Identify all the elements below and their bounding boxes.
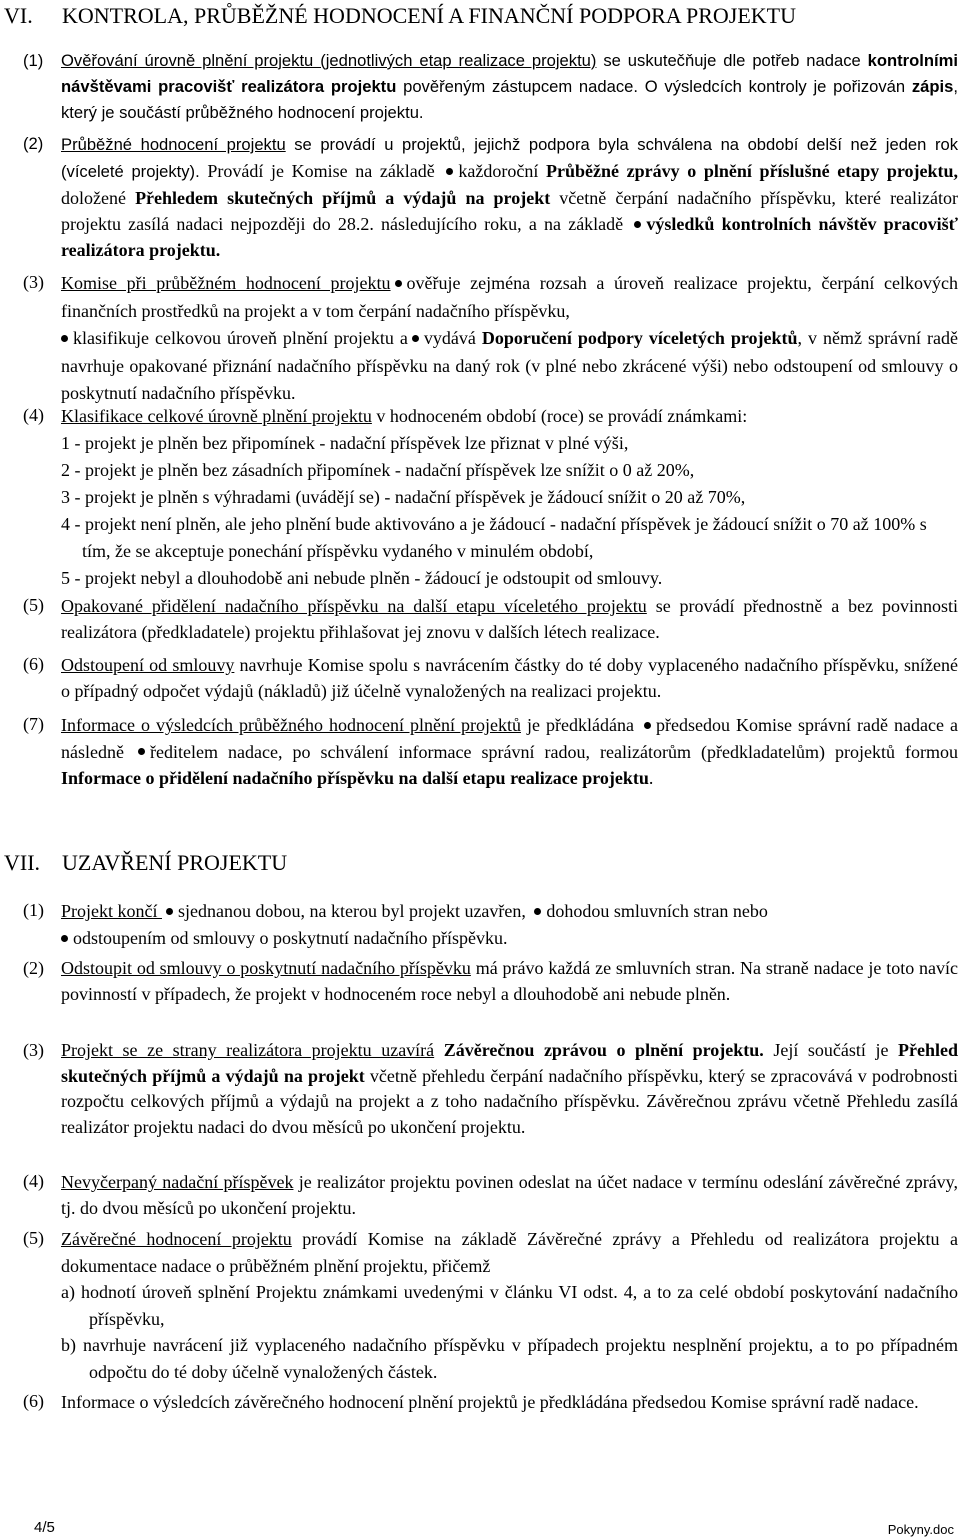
underlined-term: Závěrečné hodnocení projektu [61, 1229, 292, 1249]
paragraph-vii-5: (5) Závěrečné hodnocení projektu provádí Komise na základě Závěrečné zprávy a Přehledu od realizátora projektu a dokumentace nadace o průběžném plnění projektu, přičemž a) hodnotí úroveň splnění Projektu známkami uvedenými v článku VI odst. 4, a to za celé období poskytování nadačního příspěvku, b) navrhuje navrácení již vyplaceného nadačního příspěvku v případech projektu nesplnění projektu, a to po případném odpočtu do té doby účelně vynaložených částek. [23, 1226, 958, 1385]
paragraph-number: (2) [23, 134, 44, 153]
section-heading-vii [4, 849, 287, 877]
bullet-icon [534, 908, 541, 915]
underlined-term: Odstoupit od smlouvy o poskytnutí nadačního příspěvku [61, 958, 471, 978]
underlined-term: Projekt se ze strany realizátora projektu uzavírá [61, 1040, 435, 1060]
underlined-term: Nevyčerpaný nadační příspěvek [61, 1172, 294, 1192]
paragraph-vii-3: (3) Projekt se ze strany realizátora projektu uzavírá Závěrečnou zprávou o plnění projektu. Její součástí je Přehled skutečných příjmů a výdajů na projekt včetně přehledu čerpání nadačního příspěvku, který se zpracovává v podrobnosti rozpočtu celkových příjmů a výdajů na projekt a z toho nadačního příspěvku. Závěrečnou zprávu včetně Přehledu zasílá realizátor projektu nadaci do dvou měsíců po ukončení projektu. [23, 1040, 959, 1137]
paragraph-vi-6: (6) Odstoupení od smlouvy navrhuje Komise spolu s navrácením částky do té doby vyplaceného nadačního příspěvku, snížené o případný odpočet výdajů (nákladů) již účelně vynaložených na realizaci projektu. [23, 654, 959, 701]
paragraph-vii-6: (6) Informace o výsledcích závěrečného hodnocení plnění projektů je předkládána předsedou Komise správní radě nadace. [23, 1391, 919, 1412]
underlined-term: Ověřování úrovně plnění projektu (jednotlivých etap realizace projektu) [61, 51, 597, 70]
paragraph-vi-3: (3) Komise při průběžném hodnocení projektu ověřuje zejména rozsah a úroveň realizace projektu, čerpání celkových finančních prostředků na projekt a v tom čerpání nadačního příspěvku, klasifikuje celkovou úroveň plnění projektu a vydává Doporučení podpory víceletých projektů, v němž správní radě navrhuje opakované přiznání nadačního příspěvku na daný rok (v plné nebo zkrácené výši) nebo odstoupení od smlouvy o poskytnutí nadačního příspěvku. [23, 272, 959, 403]
underlined-term: Informace o výsledcích průběžného hodnocení plnění projektů [61, 715, 521, 735]
paragraph-number: (5) [23, 1228, 44, 1248]
bullet-icon [634, 221, 641, 228]
paragraph-number: (1) [23, 900, 44, 920]
bold-term: Závěrečnou zprávou o plnění projektu. [443, 1040, 764, 1060]
bold-term: Informace o přidělení nadačního příspěvku na další etapu realizace projektu [61, 768, 649, 788]
list-item: 4 - projekt není plněn, ale jeho plnění bude aktivováno a je žádoucí - nadační příspěvek je žádoucí snížit o 70 až 100% s tím, že se akceptuje ponechání příspěvku vydaného v minulém období, [61, 514, 927, 561]
underlined-term: Komise při průběžném hodnocení projektu [61, 273, 391, 293]
paragraph-number: (7) [23, 714, 44, 734]
list-item: 3 - projekt je plněn s výhradami (uvádějí se) - nadační příspěvek je žádoucí snížit o 20 až 70%, [61, 487, 746, 507]
paragraph-number: (6) [23, 1391, 44, 1411]
bold-term: Přehledem skutečných příjmů a výdajů na projekt [135, 188, 551, 208]
paragraph-number: (3) [23, 272, 44, 292]
bullet-icon [395, 280, 402, 287]
paragraph-number: (4) [23, 405, 44, 425]
paragraph-number: (3) [23, 1040, 44, 1060]
list-item: 2 - projekt je plněn bez zásadních připomínek - nadační příspěvek lze snížit o 0 až 20%, [61, 460, 695, 480]
paragraph-vi-1: (1) Ověřování úrovně plnění projektu (jednotlivých etap realizace projektu) se uskutečňuje dle potřeb nadace kontrolními návštěvami pracovišť realizátora projektu pověřeným zástupcem nadace. O výsledcích kontroly je pořizován zápis, který je součástí průběžného hodnocení projektu. [23, 51, 958, 122]
bullet-icon [644, 722, 651, 729]
bold-term: zápis [911, 77, 954, 96]
paragraph-number: (1) [23, 51, 44, 70]
list-item: 5 - projekt nebyl a dlouhodobě ani nebude plněn - žádoucí je odstoupit od smlouvy. [61, 568, 663, 588]
paragraph-vi-2: (2) Průběžné hodnocení projektu se provádí u projektů, jejichž podpora byla schválena na období delší než jeden rok (víceleté projekty). Provádí je Komise na základě každoroční Průběžné zprávy o plnění příslušné etapy projektu, doložené Přehledem skutečných příjmů a výdajů na projekt včetně čerpání nadačního příspěvku, které realizátor projektu zasílá nadaci nejpozději do 28.2. následujícího roku, a na základě výsledků kontrolních návštěv pracovišť realizátora projektu. [23, 134, 959, 260]
paragraph-number: (6) [23, 654, 44, 674]
underlined-term: Průběžné hodnocení projektu [61, 135, 286, 154]
list-item: 1 - projekt je plněn bez připomínek - nadační příspěvek lze přiznat v plné výši, [61, 433, 629, 453]
paragraph-vi-7: (7) Informace o výsledcích průběžného hodnocení plnění projektů je předkládána předsedou Komise správní radě nadace a následně ředitelem nadace, po schválení informace správní radou, realizátorům (předkladatelům) projektů formou Informace o přidělení nadačního příspěvku na další etapu realizace projektu. [23, 714, 958, 788]
section-heading-vi [4, 2, 796, 30]
file-name: Pokyny.doc [887, 1522, 954, 1537]
underlined-term: Klasifikace celkové úrovně plnění projektu [61, 406, 372, 426]
bullet-icon [166, 908, 173, 915]
underlined-term: Projekt končí [61, 901, 162, 921]
paragraph-number: (5) [23, 595, 44, 615]
section-number: VII. [4, 850, 41, 875]
underlined-term: Odstoupení od smlouvy [61, 655, 235, 675]
underlined-term: Opakované přidělení nadačního příspěvku na další etapu víceletého projektu [61, 596, 647, 616]
bullet-icon [61, 335, 68, 342]
paragraph-vii-1: (1) Projekt končí sjednanou dobou, na kterou byl projekt uzavřen, dohodou smluvních stran nebo odstoupením od smlouvy o poskytnutí nadačního příspěvku. [23, 900, 768, 948]
list-item: a) hodnotí úroveň splnění Projektu známkami uvedenými v článku VI odst. 4, a to za celé období poskytování nadačního příspěvku, [61, 1282, 958, 1329]
paragraph-vii-2: (2) Odstoupit od smlouvy o poskytnutí nadačního příspěvku má právo každá ze smluvních stran. Na straně nadace je toto navíc povinností v případech, že projekt v hodnoceném roce nebyl a dlouhodobě ani nebude plněn. [23, 958, 958, 1004]
bold-term: Přehled skutečných příjmů a výdajů na projekt [61, 1040, 959, 1086]
bold-term: kontrolními návštěvami pracovišť realizátora projektu [61, 51, 958, 96]
page-number: 4/5 [34, 1519, 55, 1536]
paragraph-vii-4: (4) Nevyčerpaný nadační příspěvek je realizátor projektu povinen odeslat na účet nadace v termínu odeslání závěrečné zprávy, tj. do dvou měsíců po ukončení projektu. [23, 1171, 959, 1218]
paragraph-number: (4) [23, 1171, 44, 1191]
section-title: UZAVŘENÍ PROJEKTU [62, 850, 288, 875]
bullet-icon [61, 935, 68, 942]
paragraph-vi-5: (5) Opakované přidělení nadačního příspěvku na další etapu víceletého projektu se provádí přednostně a bez povinnosti realizátora (předkladatele) projektu přihlašovat jej znovu v dalších létech realizace. [23, 595, 958, 642]
bold-term: Doporučení podpory víceletých projektů [481, 328, 798, 348]
grade-list [61, 430, 958, 592]
bold-term: výsledků kontrolních návštěv pracovišť realizátora projektu. [61, 214, 959, 260]
paragraph-number: (2) [23, 958, 44, 978]
bullet-icon [412, 335, 419, 342]
section-title: KONTROLA, PRŮBĚŽNÉ HODNOCENÍ A FINANČNÍ PODPORA PROJEKTU [62, 3, 796, 28]
bullet-icon [138, 748, 145, 755]
bold-term: Průběžné zprávy o plnění příslušné etapy projektu, [546, 161, 959, 181]
bullet-icon [446, 168, 453, 175]
paragraph-vi-4: (4) Klasifikace celkové úrovně plnění projektu v hodnoceném období (roce) se provádí známkami: 1 - projekt je plněn bez připomínek - nadační příspěvek lze přiznat v plné výši, 2 - projekt je plněn bez zásadních připomínek - nadační příspěvek lze snížit o 0 až 20%, 3 - projekt je plněn s výhradami (uvádějí se) - nadační příspěvek je žádoucí snížit o 20 až 70%, 4 - projekt není plněn, ale jeho plnění bude aktivováno a je žádoucí - nadační příspěvek je žádoucí snížit o 70 až 100% s tím, že se akceptuje ponechání příspěvku vydaného v minulém období, 5 - projekt nebyl a dlouhodobě ani nebude plněn - žádoucí je odstoupit od smlouvy. [23, 403, 958, 592]
section-number: VI. [4, 3, 33, 28]
list-item: b) navrhuje navrácení již vyplaceného nadačního příspěvku v případech projektu nesplnění projektu, a to po případném odpočtu do té doby účelně vynaložených částek. [61, 1335, 958, 1382]
